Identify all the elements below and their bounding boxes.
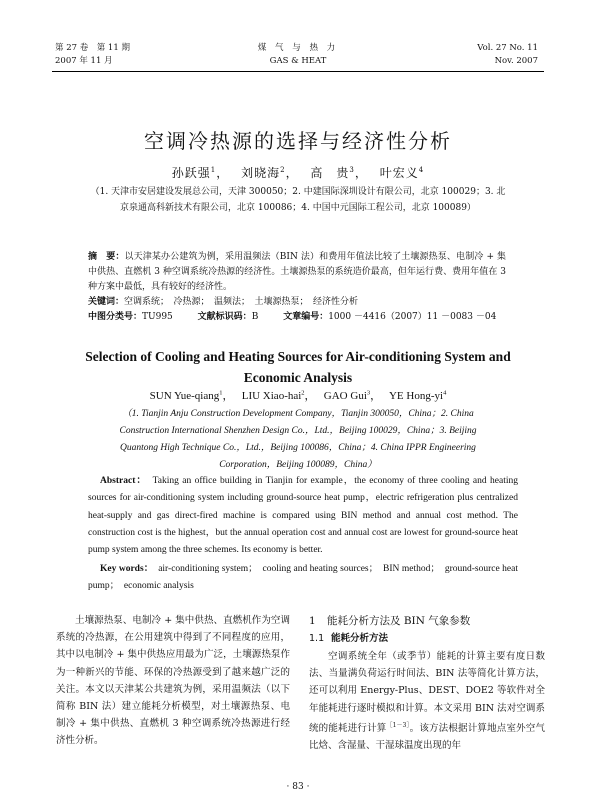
author-name: 刘晓海 xyxy=(241,166,281,180)
keywords-cn-label: 关键词： xyxy=(88,297,125,307)
affiliation-cn: （1. 天津市安居建设发展总公司，天津 300050；2. 中建国际深圳设计有限公司，北京 100029；3. 北京泉通高科新技术有限公司，北京 100086；4. 中国中元国际工程公司，北京 100089） xyxy=(90,187,506,213)
abstract-en-label: Abstract： xyxy=(100,476,143,486)
header-volume-info-en xyxy=(477,42,538,68)
abstract-en xyxy=(88,473,518,559)
doc-code-value: B xyxy=(251,312,259,322)
abstract-cn-text: 以天津某办公建筑为例，采用温频法（BIN 法）和费用年值法比较了土壤源热泵、电制冷 + 集中供热、直燃机 3 种空调系统冷热源的经济性。土壤源热泵的系统造价最高，但年运行费、费用年值在 3 种方案中最低，具有较好的经济性。 xyxy=(88,252,506,292)
author-name-en: GAO Gui xyxy=(323,390,367,402)
keywords-cn-text: 空调系统； 冷热源； 温频法； 土壤源热泵； 经济性分析 xyxy=(124,297,359,307)
header-volume-issue: 第 27 卷 第 11 期 xyxy=(55,43,130,53)
author-affiliation-mark: 2 xyxy=(301,389,305,397)
author-name: 叶宏义 xyxy=(379,166,419,180)
subsection-heading xyxy=(309,630,545,648)
header-date-en: Nov. 2007 xyxy=(494,56,538,66)
paragraph-text-continued: 。该方法根据计算地点室外空气比焓、含湿量、干湿球温度出现的年 xyxy=(309,722,545,752)
authors-cn: 孙跃强$^1$， 刘晓海$^2$， 高 贵$^3$， 叶宏义$^4$ xyxy=(171,166,425,180)
body-left-column: 土壤源热泵、电制冷 + 集中供热、直燃机作为空调系统的冷热源，在公用建筑中得到了不同程度的应用，其中以电制冷 + 集中供热应用最为广泛，土壤源热泵作为一种新兴的节能、环保的冷热源受到了越来越广泛的关注。本文以天津某公共建筑为例，采用温频法（以下简称 BIN 法）建立能耗分析模型，对土壤源热泵、电制冷 + 集中供热、直燃机 3 种空调系统冷热源进行经济性分析。 xyxy=(56,615,290,747)
header-volume-issue-en: Vol. 27 No. 11 xyxy=(477,43,538,53)
authors-en: SUN Yue-qiang$^1$， LIU Xiao-hai$^2$， GAO Gui$^3$， YE Hong-$yi^4$ xyxy=(149,389,447,402)
paragraph-text: 空调系统全年（或季节）能耗的计算主要有度日数法、当量满负荷运行时间法、BIN 法等简化计算方法，还可以利用 Energy-Plus、DEST、DOE2 等软件对全年能耗进行逐时模拟和计算。本文采用 BIN 法对空调系统的能耗进行计算 xyxy=(309,651,545,734)
author-affiliation-mark: 4 xyxy=(443,389,447,397)
author-name: 孙跃强 xyxy=(171,166,211,180)
classification-line xyxy=(88,310,506,325)
keywords-en-text: air-conditioning system； cooling and heating sources； BIN method； ground-source heat pump； economic analysis xyxy=(88,564,518,592)
abstract-cn-label: 摘 要： xyxy=(88,252,125,262)
author-name-en: YE Hong-yi xyxy=(388,390,444,402)
header-date-cn: 2007 年 11 月 xyxy=(55,56,113,66)
body-paragraph xyxy=(309,648,545,754)
section-number: 1 xyxy=(309,615,316,627)
author-affiliation-mark: 3 xyxy=(349,166,355,174)
doc-code-label: 文献标识码： xyxy=(197,312,252,322)
subsection-number: 1.1 xyxy=(309,633,325,644)
journal-name-cn: 煤 气 与 热 力 xyxy=(257,43,339,53)
section-heading xyxy=(309,612,545,630)
author-name-en: LIU Xiao-hai xyxy=(241,390,302,402)
author-name-en: SUN Yue-qiang xyxy=(149,390,220,402)
affiliation-en: （1. Tianjin Anju Construction Development Company，Tianjin 300050，China；2. China Construction International Shenzhen Design Co.，Ltd.，Beijing 100029，China；3. Beijing Quantong High Technique Co.，Ltd.，Beijing 100086，China；4. China IPPR Engineering Corporation，Beijing 100089，China） xyxy=(119,409,477,470)
author-affiliation-mark: 4 xyxy=(418,166,425,174)
abstract-cn xyxy=(88,250,506,295)
running-header xyxy=(0,42,596,72)
section-title: 能耗分析方法及 BIN 气象参数 xyxy=(327,615,471,627)
citation-mark: ［1－3］ xyxy=(386,721,410,729)
article-number-value: 1000 －4416（2007）11 －0083 －04 xyxy=(328,312,497,322)
paper-title-en: Selection of Cooling and Heating Sources for Air-conditioning System and Economic Analysis xyxy=(85,349,511,385)
paper-title-cn: 空调冷热源的选择与经济性分析 xyxy=(144,129,452,153)
author-affiliation-mark: 2 xyxy=(280,166,286,174)
page-number: · 83 · xyxy=(286,782,310,792)
author-affiliation-mark: 1 xyxy=(219,389,223,397)
abstract-en-text: Taking an office building in Tianjin for example，the economy of three cooling and heating sources for air-conditioning system including ground-source heat pump，electric refrigeration plus centralized heat-supply and gas direct-fired machine is compared using BIN method and annual cost method. The construction cost is the highest，but the annual operation cost and annual cost are lowest for ground-source heat pump system among the three schemes. Its economy is better. xyxy=(88,476,518,556)
author-affiliation-mark: 1 xyxy=(210,166,217,174)
keywords-en xyxy=(88,561,518,596)
subsection-title: 能耗分析方法 xyxy=(331,633,389,644)
body-right-column xyxy=(309,612,545,754)
author-affiliation-mark: 3 xyxy=(366,389,371,397)
keywords-cn xyxy=(88,295,506,310)
clc-label: 中图分类号： xyxy=(88,312,143,322)
article-number-label: 文章编号： xyxy=(283,312,329,322)
keywords-en-label: Key words： xyxy=(100,564,149,574)
header-rule xyxy=(52,71,544,72)
author-name: 高 贵 xyxy=(310,166,350,180)
clc-value: TU995 xyxy=(142,312,173,322)
journal-name-en: GAS & HEAT xyxy=(269,56,327,66)
